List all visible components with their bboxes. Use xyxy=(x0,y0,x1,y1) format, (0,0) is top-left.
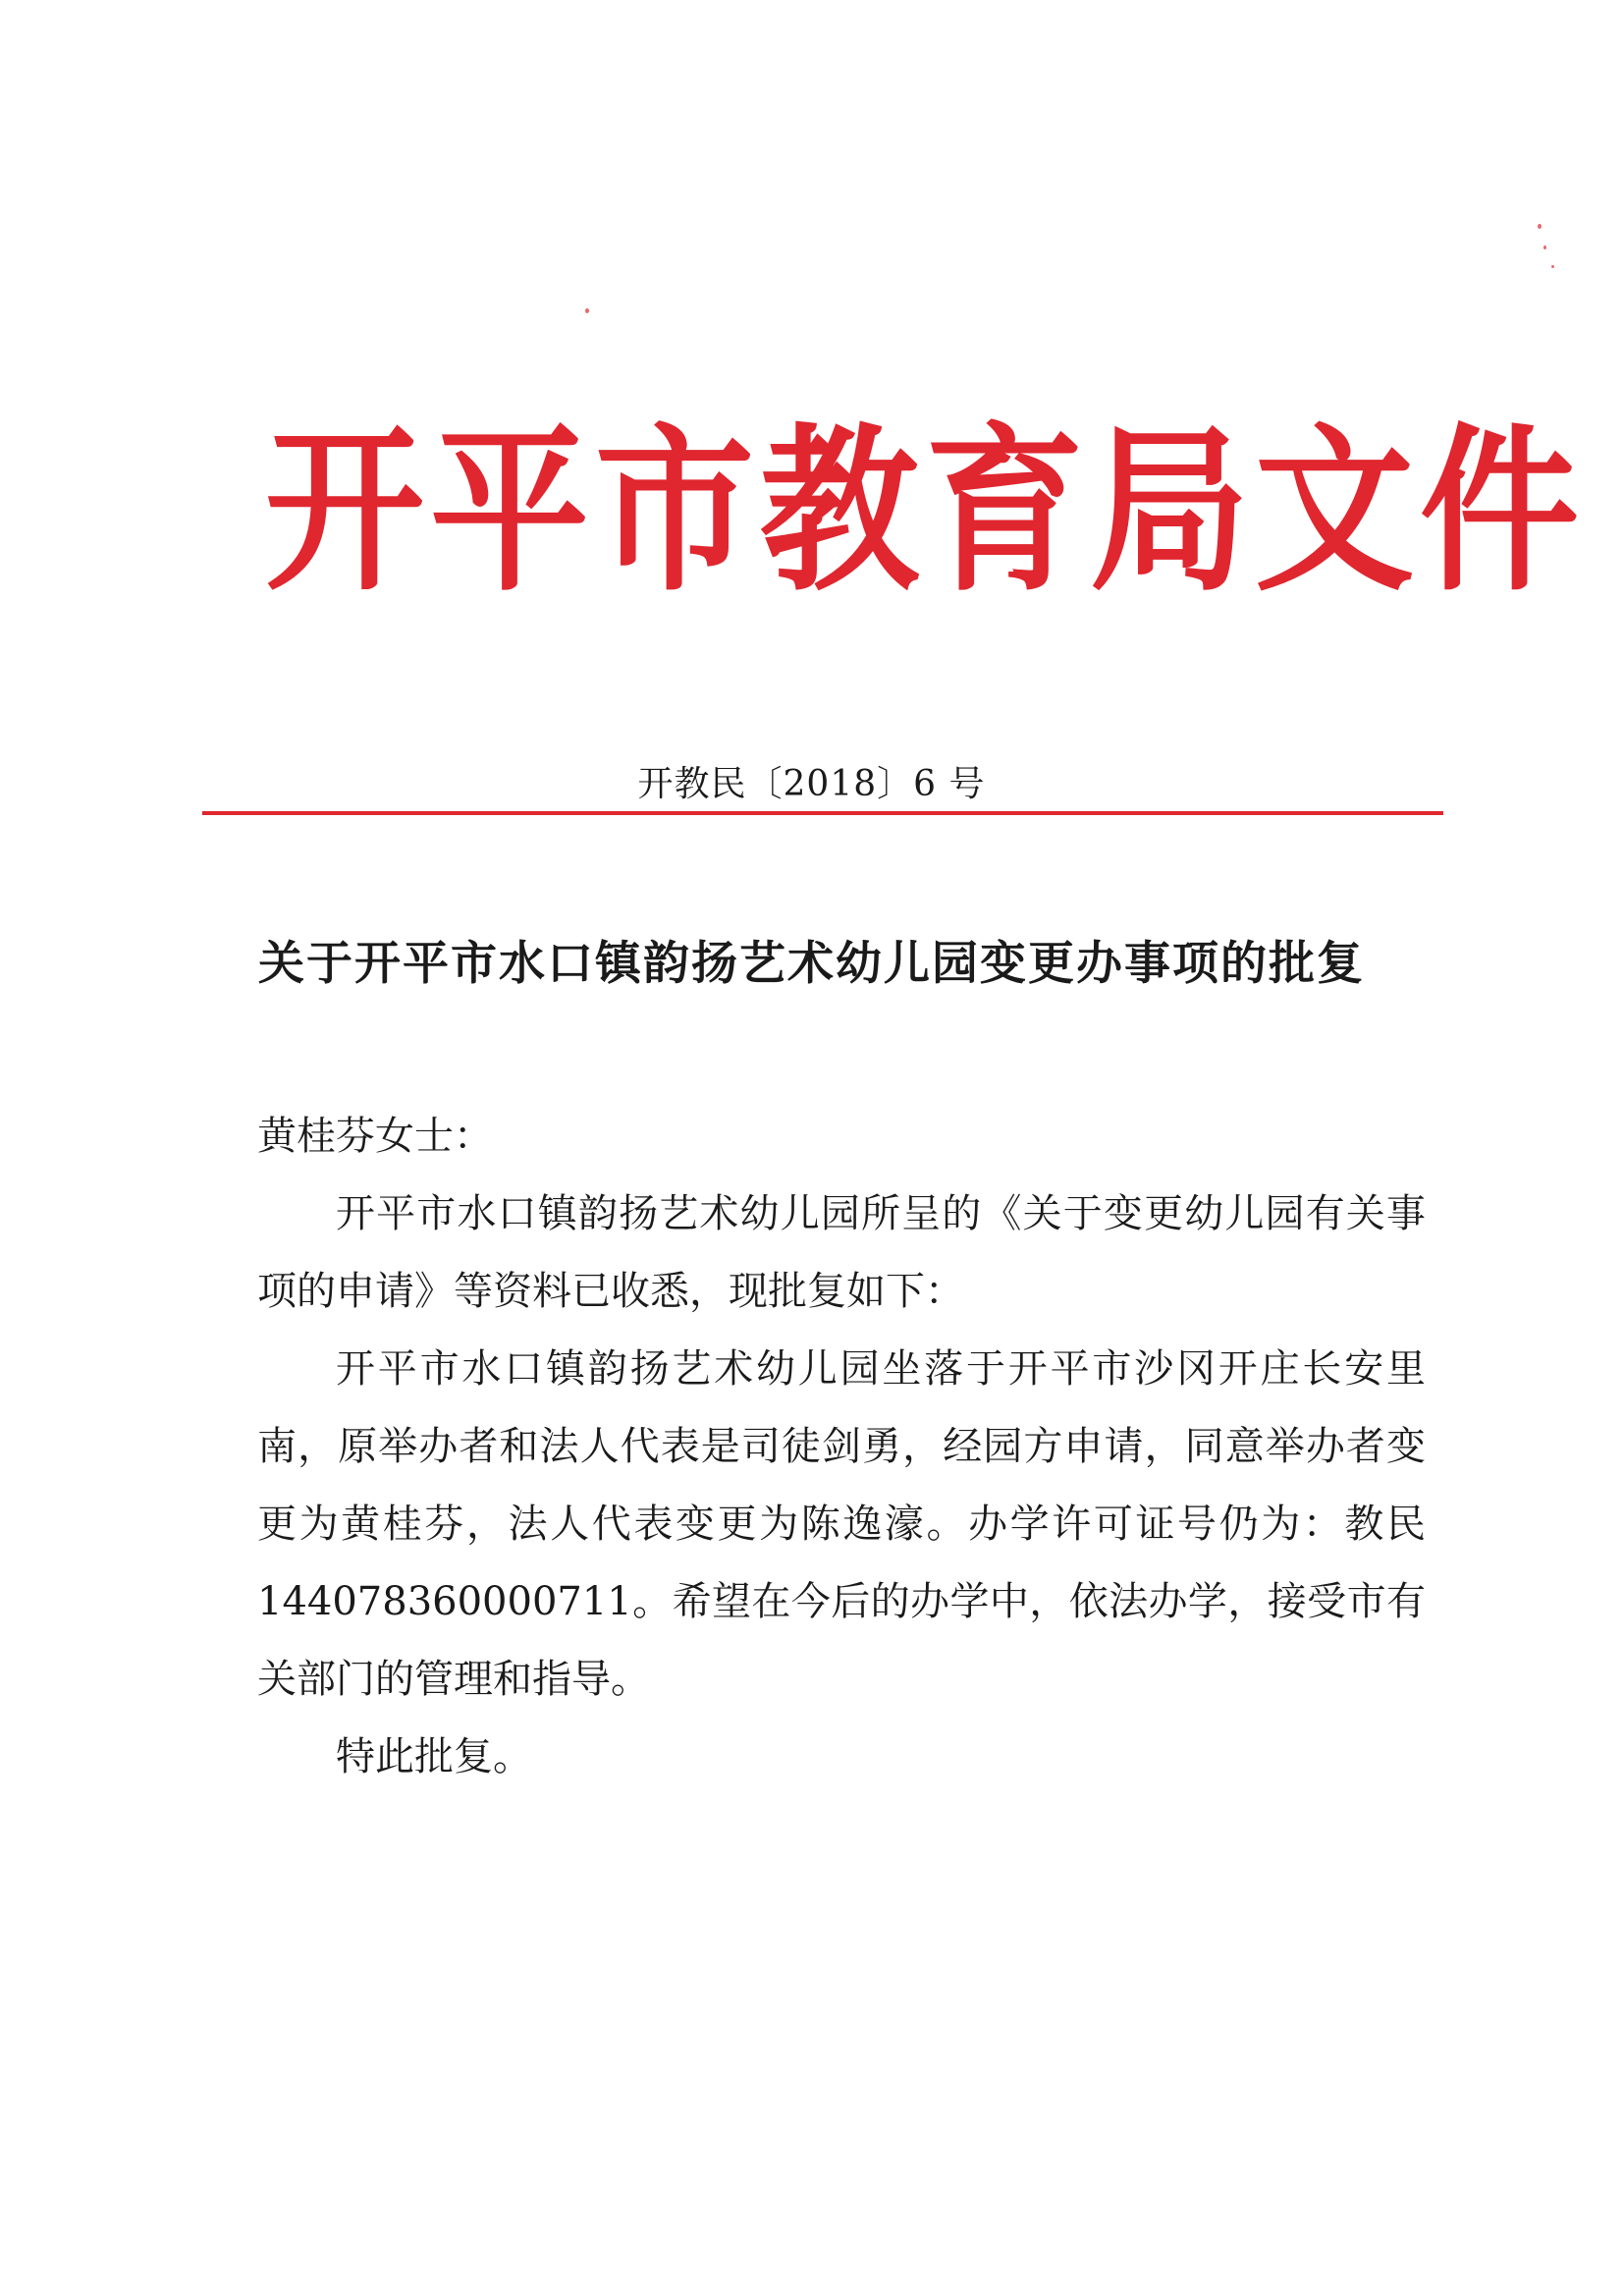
paragraph-approval: 开平市水口镇韵扬艺术幼儿园坐落于开平市沙冈开庄长安里南，原举办者和法人代表是司徒剑勇，经园方申请，同意举办者变更为黄桂芬，法人代表变更为陈逸濠。办学许可证号仍为：教民144078360000711。希望在今后的办学中，依法办学，接受市有关部门的管理和指导。 xyxy=(257,1346,1426,1702)
document-number: 开教民〔2018〕6 号 xyxy=(637,764,986,804)
scan-speck xyxy=(1538,224,1542,229)
salutation: 黄桂芬女士： xyxy=(257,1114,493,1159)
document-body xyxy=(257,1098,1426,1796)
document-masthead: 开平市教育局文件 xyxy=(265,407,1585,617)
paragraph-closing: 特此批复。 xyxy=(336,1734,532,1779)
document-title: 关于开平市水口镇韵扬艺术幼儿园变更办事项的批复 xyxy=(258,937,1365,991)
scan-speck xyxy=(1551,265,1554,268)
red-divider xyxy=(202,811,1443,815)
scan-speck xyxy=(585,308,589,313)
scan-speck xyxy=(1543,246,1546,249)
paragraph-intro: 开平市水口镇韵扬艺术幼儿园所呈的《关于变更幼儿园有关事项的申请》等资料已收悉，现批复如下： xyxy=(257,1191,1426,1314)
